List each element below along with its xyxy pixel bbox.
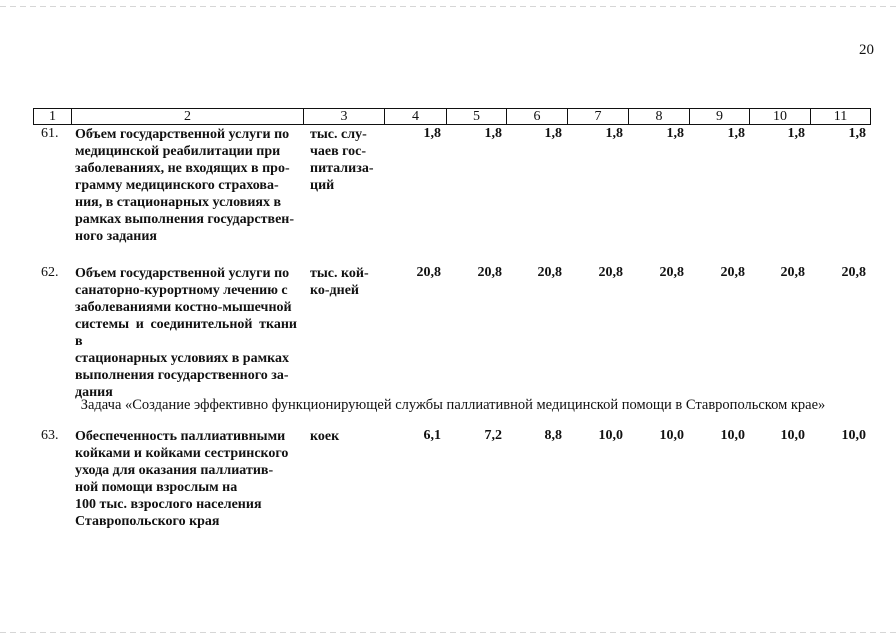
page-number: 20: [859, 42, 874, 58]
row-number: 61.: [41, 126, 59, 141]
name-line: ухода для оказания паллиатив-: [75, 463, 274, 478]
scan-edge-bottom: [0, 632, 896, 633]
unit-of-measure: [310, 428, 378, 445]
unit-line: коек: [310, 429, 340, 444]
unit-of-measure: [310, 265, 378, 299]
header-col-3: 3: [304, 109, 385, 125]
value-col-7: 1,8: [605, 126, 623, 141]
value-col-6: 8,8: [544, 428, 562, 443]
name-line: заболеваниях, не входящих в про-: [75, 161, 290, 176]
name-line: рамках выполнения государствен-: [75, 212, 295, 227]
header-col-1: 1: [34, 109, 72, 125]
value-col-4: 6,1: [423, 428, 441, 443]
value-col-4: 20,8: [416, 265, 441, 280]
unit-line: чаев гос-: [310, 144, 367, 159]
name-line: заболеваниями костно-мышечной: [75, 300, 292, 315]
value-col-9: 10,0: [720, 428, 745, 443]
name-line: дания: [75, 385, 113, 400]
name-line: стационарных условиях в рамках: [75, 351, 289, 366]
row-number: 63.: [41, 428, 59, 443]
header-col-4: 4: [385, 109, 447, 125]
value-col-8: 1,8: [666, 126, 684, 141]
value-col-5: 7,2: [484, 428, 502, 443]
value-col-10: 1,8: [787, 126, 805, 141]
name-line: Объем государственной услуги по: [75, 266, 290, 281]
header-col-5: 5: [447, 109, 507, 125]
value-col-11: 1,8: [848, 126, 866, 141]
name-line: ной помощи взрослым на: [75, 480, 238, 495]
unit-line: ций: [310, 178, 335, 193]
unit-of-measure: [310, 126, 378, 194]
name-line: выполнения государственного за-: [75, 368, 289, 383]
value-col-5: 20,8: [477, 265, 502, 280]
value-col-10: 10,0: [780, 428, 805, 443]
indicator-name: [75, 428, 297, 530]
unit-line: тыс. слу-: [310, 127, 367, 142]
value-col-7: 10,0: [598, 428, 623, 443]
name-line: медицинской реабилитации при: [75, 144, 281, 159]
name-line: Объем государственной услуги по: [75, 127, 290, 142]
header-col-10: 10: [750, 109, 811, 125]
header-col-2: 2: [72, 109, 304, 125]
value-col-6: 1,8: [544, 126, 562, 141]
header-col-6: 6: [507, 109, 568, 125]
header-col-11: 11: [811, 109, 871, 125]
column-number-header: [33, 108, 871, 125]
name-line: ния, в стационарных условиях в: [75, 195, 282, 210]
value-col-4: 1,8: [423, 126, 441, 141]
value-col-11: 10,0: [841, 428, 866, 443]
value-col-10: 20,8: [780, 265, 805, 280]
task-heading: Задача «Создание эффективно функционирующей службы паллиативной медицинской помощи в Ставропольском крае»: [80, 397, 826, 413]
indicator-name: [75, 126, 297, 245]
header-col-8: 8: [629, 109, 690, 125]
header-col-7: 7: [568, 109, 629, 125]
value-col-7: 20,8: [598, 265, 623, 280]
value-col-8: 10,0: [659, 428, 684, 443]
name-line: Обеспеченность паллиативными: [75, 429, 286, 444]
name-line: ного задания: [75, 229, 157, 244]
name-line: Ставропольского края: [75, 514, 220, 529]
name-line: грамму медицинского страхова-: [75, 178, 279, 193]
scan-edge-top: [0, 6, 896, 7]
row-number: 62.: [41, 265, 59, 280]
value-col-6: 20,8: [537, 265, 562, 280]
unit-line: тыс. кой-: [310, 266, 369, 281]
unit-line: питализа-: [310, 161, 374, 176]
indicator-name: [75, 265, 297, 401]
name-line: системы и соединительной ткани в: [75, 317, 297, 349]
name-line: санаторно-курортному лечению с: [75, 283, 288, 298]
value-col-8: 20,8: [659, 265, 684, 280]
unit-line: ко-дней: [310, 283, 359, 298]
header-col-9: 9: [690, 109, 750, 125]
name-line: койками и койками сестринского: [75, 446, 289, 461]
name-line: 100 тыс. взрослого населения: [75, 497, 262, 512]
value-col-11: 20,8: [841, 265, 866, 280]
value-col-9: 20,8: [720, 265, 745, 280]
value-col-9: 1,8: [727, 126, 745, 141]
value-col-5: 1,8: [484, 126, 502, 141]
